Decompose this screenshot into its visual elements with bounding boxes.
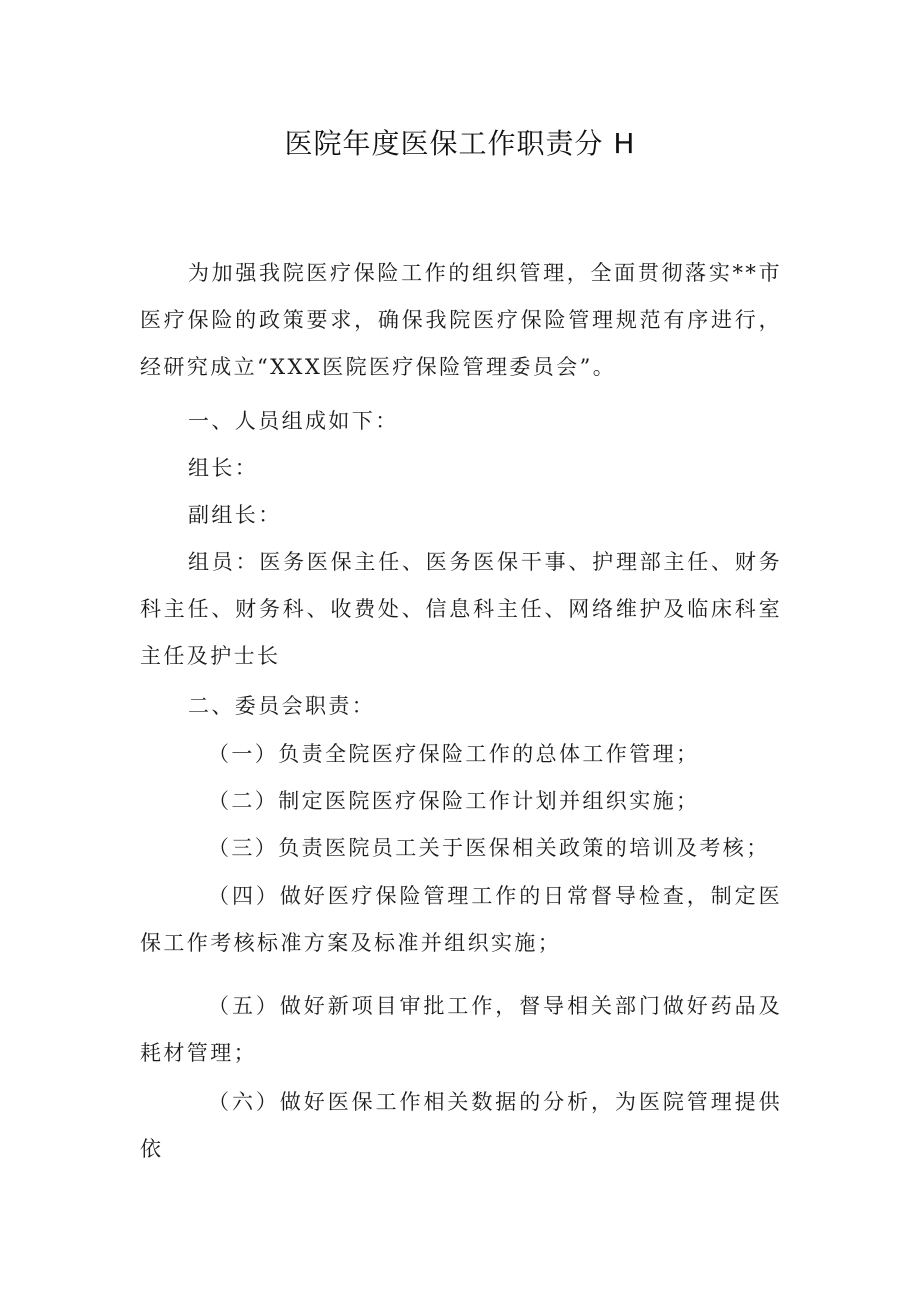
duty-item-3: （三）负责医院员工关于医保相关政策的培训及考核； <box>208 836 770 860</box>
duty-item-1: （一）负责全院医疗保险工作的总体工作管理； <box>208 742 700 766</box>
members-paragraph: 组员：医务医保主任、医务医保干事、护理部主任、财务科主任、财务科、收费处、信息科主任、网络维护及临床科室主任及护士长 <box>140 550 782 668</box>
group-leader-line: 组长： <box>188 456 259 480</box>
section-heading-duties: 二、委员会职责： <box>188 694 376 718</box>
duty-item-6: （六）做好医保工作相关数据的分析，为医院管理提供依 <box>140 1090 782 1161</box>
document-title: 医院年度医保工作职责分 H <box>284 127 636 160</box>
section-heading-members: 一、人员组成如下： <box>188 409 399 433</box>
duty-item-4: （四）做好医疗保险管理工作的日常督导检查，制定医保工作考核标准方案及标准并组织实施； <box>140 884 782 955</box>
duty-item-5: （五）做好新项目审批工作，督导相关部门做好药品及耗材管理； <box>140 994 782 1065</box>
deputy-leader-line: 副组长： <box>188 503 282 527</box>
intro-paragraph: 为加强我院医疗保险工作的组织管理，全面贯彻落实**市医疗保险的政策要求，确保我院医疗保险管理规范有序进行，经研究成立“XXX医院医疗保险管理委员会”。 <box>140 261 782 379</box>
duty-item-2: （二）制定医院医疗保险工作计划并组织实施； <box>208 789 700 813</box>
